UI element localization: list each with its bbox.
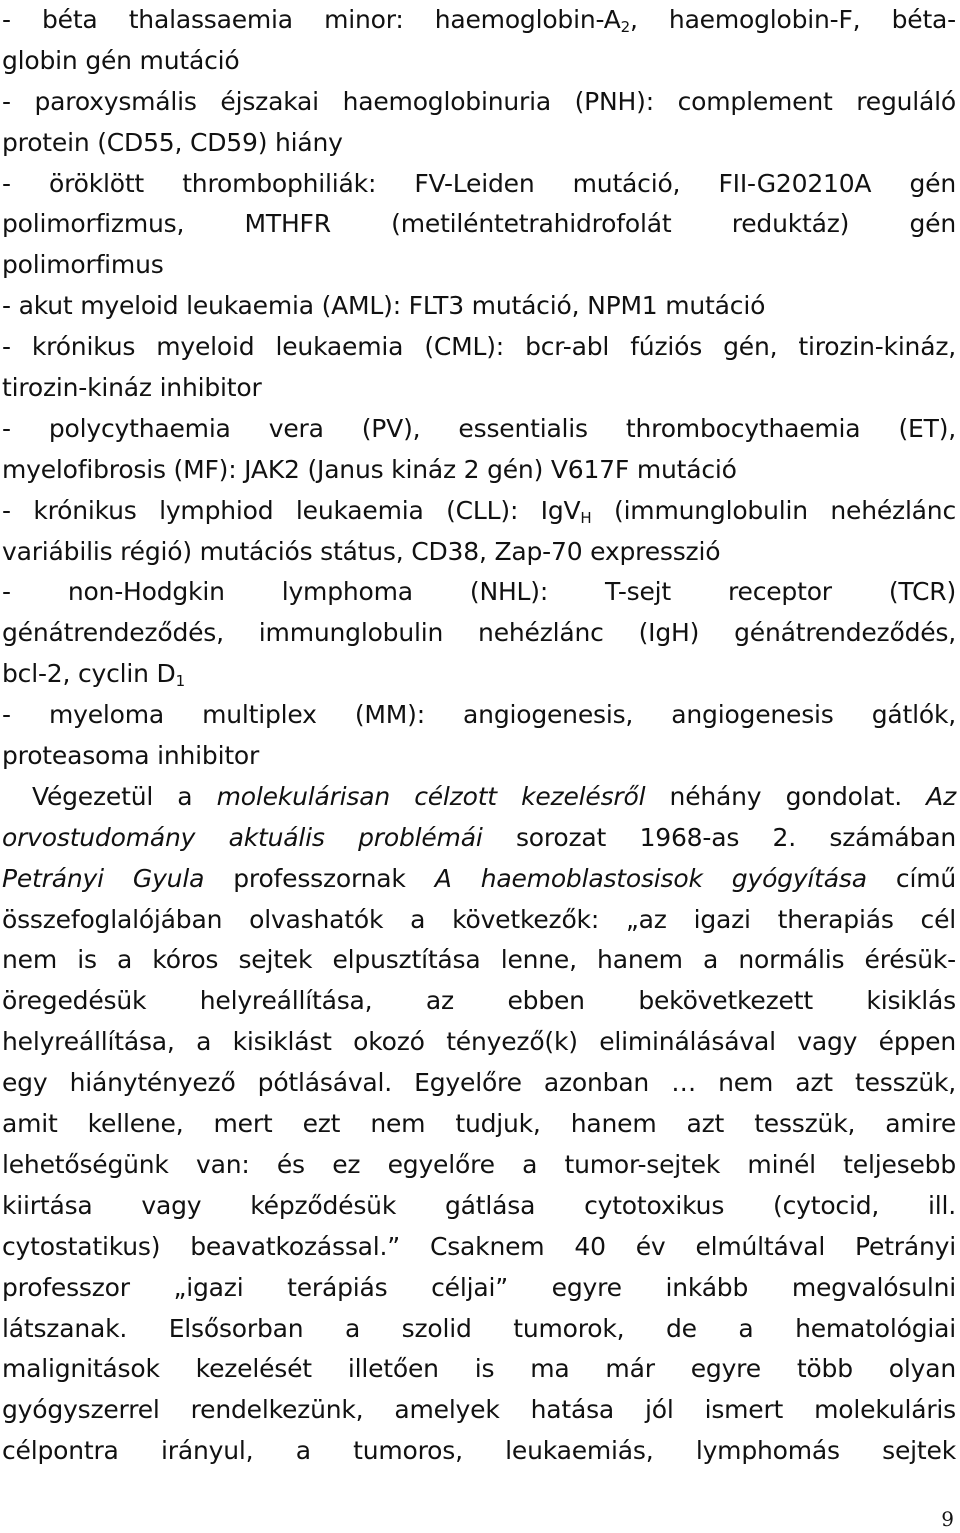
paragraph-line: malignitások kezelését illetően is ma már egyre több olyan bbox=[2, 1354, 956, 1384]
list-item-thrombophilia-cont: polimorfizmus, MTHFR (metiléntetrahidrofolát reduktáz) gén bbox=[2, 209, 956, 239]
list-item-pnh-cont: protein (CD55, CD59) hiány bbox=[2, 127, 343, 157]
list-item-mm-cont: proteasoma inhibitor bbox=[2, 741, 260, 771]
list-item-nhl: - non-Hodgkin lymphoma (NHL): T-sejt receptor (TCR) bbox=[2, 577, 956, 607]
italic-text: A haemoblastosisok gyógyítása bbox=[434, 863, 867, 893]
paragraph-line: gyógyszerrel rendelkezünk, amelyek hatása jól ismert molekuláris bbox=[2, 1395, 956, 1425]
text-run: bcl-2, cyclin D bbox=[2, 659, 176, 689]
body-text bbox=[2, 0, 956, 1472]
list-item-thrombophilia: - öröklött thrombophiliák: FV-Leiden mutáció, FII-G20210A gén bbox=[2, 168, 956, 198]
list-item-pv-cont: myelofibrosis (MF): JAK2 (Janus kináz 2 gén) V617F mutáció bbox=[2, 454, 737, 484]
list-item-nhl-cont: génátrendeződés, immunglobulin nehézlánc (IgH) génátrendeződés, bbox=[2, 618, 956, 648]
text-run: sorozat 1968-as 2. számában bbox=[482, 822, 956, 852]
subscript: H bbox=[580, 508, 592, 527]
paragraph-line: lehetőségünk van: és ez egyelőre a tumor-sejtek minél teljesebb bbox=[2, 1149, 956, 1179]
paragraph-line: összefoglalójában olvashatók a következők: „az igazi therapiás cél bbox=[2, 904, 956, 934]
list-item-cml: - krónikus myeloid leukaemia (CML): bcr-abl fúziós gén, tirozin-kináz, bbox=[2, 332, 956, 362]
page-number: 9 bbox=[941, 1507, 954, 1531]
paragraph-line: látszanak. Elsősorban a szolid tumorok, de a hematológiai bbox=[2, 1313, 956, 1343]
list-item-beta-thalassaemia-cont: globin gén mutáció bbox=[2, 45, 240, 75]
list-item-beta-thalassaemia bbox=[2, 0, 956, 41]
paragraph-line: kiirtása vagy képződésük gátlása cytotoxikus (cytocid, ill. bbox=[2, 1190, 956, 1220]
list-item-aml: - akut myeloid leukaemia (AML): FLT3 mutáció, NPM1 mutáció bbox=[2, 291, 766, 321]
list-item-cll-cont: variábilis régió) mutációs státus, CD38, Zap-70 expresszió bbox=[2, 536, 721, 566]
text-run: néhány gondolat. bbox=[645, 781, 927, 811]
text-run: (immunglobulin nehézlánc bbox=[591, 495, 956, 525]
subscript: 2 bbox=[620, 18, 631, 36]
list-item-thrombophilia-cont: polimorfimus bbox=[2, 250, 164, 280]
text-run: - béta thalassaemia minor: haemoglobin-A bbox=[2, 5, 621, 34]
paragraph-line: professzor „igazi terápiás céljai” egyre inkább megvalósulni bbox=[2, 1272, 956, 1302]
italic-text: orvostudomány aktuális problémái bbox=[2, 822, 483, 852]
text-run: - krónikus lymphiod leukaemia (CLL): IgV bbox=[2, 495, 581, 525]
list-item-mm: - myeloma multiplex (MM): angiogenesis, angiogenesis gátlók, bbox=[2, 700, 956, 730]
text-run: című bbox=[866, 863, 956, 893]
text-run: professzornak bbox=[204, 863, 435, 893]
paragraph-line: helyreállítása, a kisiklást okozó tényező(k) eliminálásával vagy éppen bbox=[2, 1027, 956, 1057]
italic-text: Az bbox=[926, 781, 956, 811]
list-item-cml-cont: tirozin-kináz inhibitor bbox=[2, 373, 262, 403]
paragraph-line bbox=[2, 859, 956, 900]
paragraph-line bbox=[2, 818, 956, 859]
list-item-pnh: - paroxysmális éjszakai haemoglobinuria (PNH): complement reguláló bbox=[2, 86, 956, 116]
text-run: Végezetül a bbox=[32, 781, 217, 811]
paragraph-line: öregedésük helyreállítása, az ebben bekövetkezett kisiklás bbox=[2, 986, 956, 1016]
paragraph-line: cytostatikus) beavatkozással.” Csaknem 40 év elmúltával Petrányi bbox=[2, 1231, 956, 1261]
list-item-nhl-cont bbox=[2, 654, 956, 695]
paragraph-line bbox=[2, 777, 956, 818]
list-item-pv: - polycythaemia vera (PV), essentialis thrombocythaemia (ET), bbox=[2, 413, 956, 443]
paragraph-line: nem is a kóros sejtek elpusztítása lenne, hanem a normális érésük- bbox=[2, 945, 956, 975]
italic-text: Petrányi Gyula bbox=[2, 863, 205, 893]
italic-text: molekulárisan célzott kezelésről bbox=[216, 781, 646, 811]
paragraph-line: amit kellene, mert ezt nem tudjuk, hanem azt tesszük, amire bbox=[2, 1109, 956, 1139]
subscript: 1 bbox=[175, 672, 185, 691]
text-run: , haemoglobin-F, béta- bbox=[630, 5, 956, 34]
paragraph-line: egy hiánytényező pótlásával. Egyelőre azonban … nem azt tesszük, bbox=[2, 1068, 956, 1098]
paragraph-line: célpontra irányul, a tumoros, leukaemiás, lymphomás sejtek bbox=[2, 1436, 956, 1466]
list-item-cll bbox=[2, 491, 956, 532]
